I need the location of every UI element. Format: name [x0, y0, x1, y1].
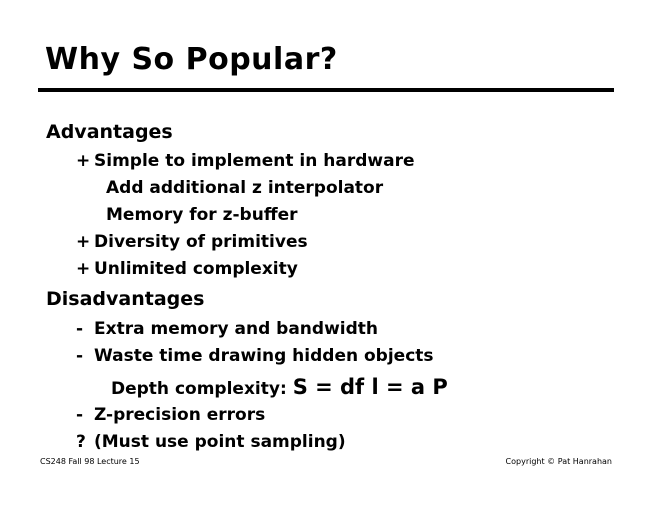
advantage-subitem-zbuffer: Memory for z-buffer — [106, 205, 298, 225]
advantages-heading: Advantages — [46, 121, 173, 143]
dash-marker: - — [76, 319, 84, 339]
footer-course-info: CS248 Fall 98 Lecture 15 — [40, 457, 140, 466]
disadvantage-item-text: Waste time drawing hidden objects — [94, 346, 434, 366]
disadvantage-item-point-sampling — [76, 432, 346, 452]
dash-marker: - — [76, 346, 84, 366]
plus-marker: + — [76, 151, 91, 171]
slide-title: Why So Popular? — [45, 42, 338, 77]
disadvantage-item-z-precision — [76, 405, 265, 425]
plus-marker: + — [76, 232, 91, 252]
advantage-item-text: Simple to implement in hardware — [94, 151, 415, 171]
advantage-item-text: Diversity of primitives — [94, 232, 308, 252]
disadvantage-item-waste-time — [76, 346, 434, 366]
depth-complexity-label: Depth complexity: — [111, 379, 287, 399]
dash-marker: - — [76, 405, 84, 425]
disadvantage-item-text: (Must use point sampling) — [94, 432, 346, 452]
disadvantages-heading: Disadvantages — [46, 288, 205, 310]
depth-complexity-line — [111, 375, 448, 399]
title-divider — [38, 88, 614, 92]
advantage-item-complexity — [76, 259, 298, 279]
advantage-item-simple — [76, 151, 414, 171]
footer-copyright: Copyright © Pat Hanrahan — [505, 457, 612, 466]
advantage-subitem-interpolator: Add additional z interpolator — [106, 178, 384, 198]
disadvantage-item-text: Extra memory and bandwidth — [94, 319, 379, 339]
depth-complexity-formula: S = df l = a P — [292, 375, 448, 399]
plus-marker: + — [76, 259, 91, 279]
disadvantage-item-text: Z-precision errors — [94, 405, 266, 425]
advantage-item-diversity — [76, 232, 308, 252]
question-marker: ? — [76, 432, 86, 452]
disadvantage-item-memory — [76, 319, 378, 339]
advantage-item-text: Unlimited complexity — [94, 259, 298, 279]
